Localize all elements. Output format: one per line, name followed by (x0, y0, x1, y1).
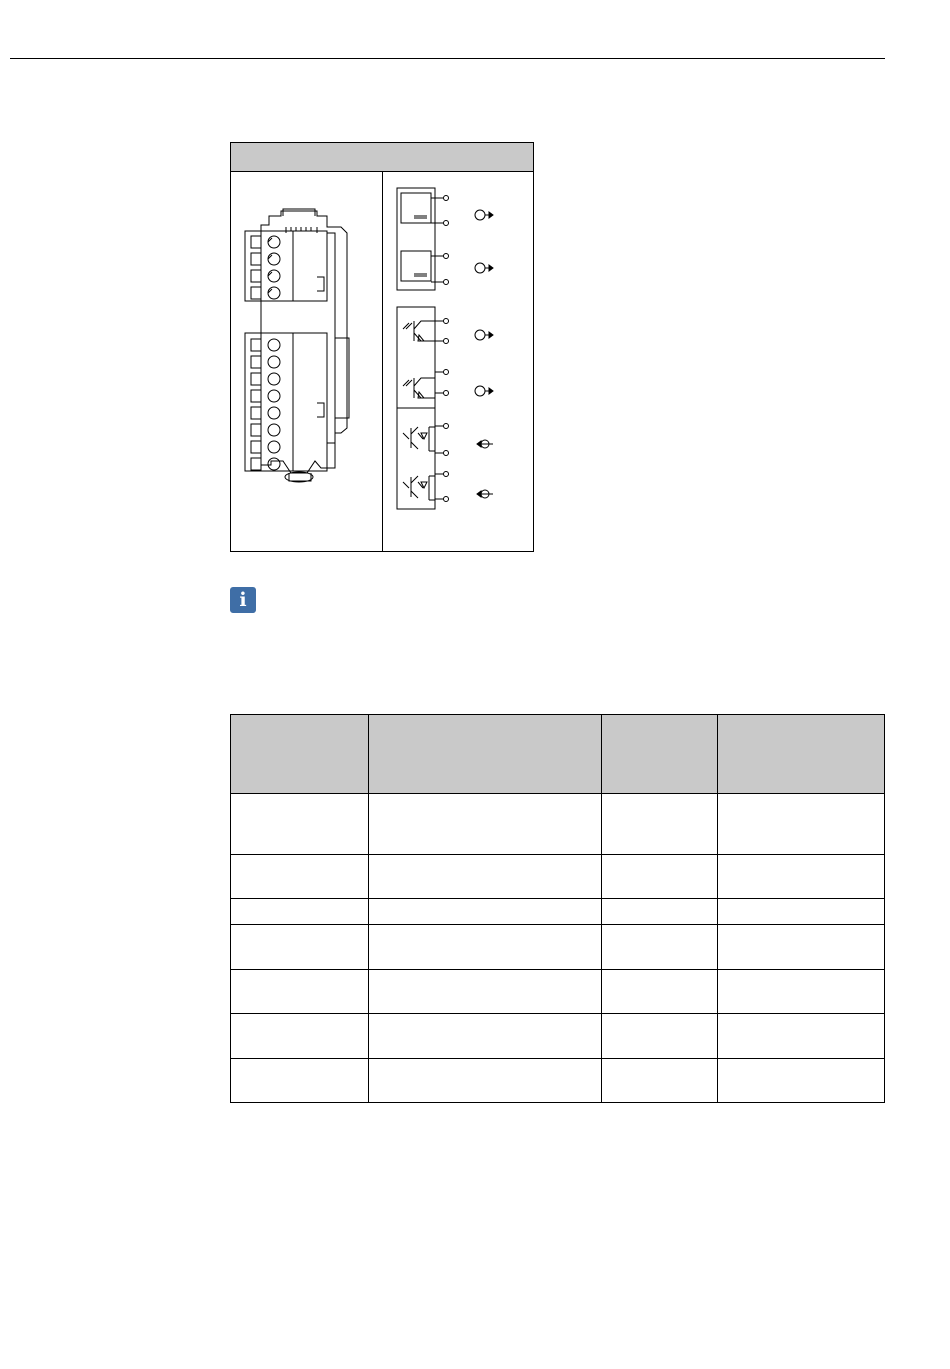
table-cell (717, 925, 884, 970)
info-icon: i (230, 587, 256, 613)
table-row (231, 1059, 885, 1103)
wiring-figure (230, 142, 534, 552)
table-cell (602, 855, 718, 899)
table-header-cell (231, 715, 369, 794)
table-row (231, 794, 885, 855)
specification-table (230, 714, 885, 1103)
table-cell (717, 1014, 884, 1059)
table-cell (231, 925, 369, 970)
table-cell (717, 855, 884, 899)
table-cell (231, 1059, 369, 1103)
table-cell (368, 855, 601, 899)
table-cell (602, 794, 718, 855)
digital-input-icon (403, 427, 435, 500)
table-cell (368, 794, 601, 855)
table-cell (717, 794, 884, 855)
terminal-module-icon (231, 143, 533, 551)
table-row (231, 855, 885, 899)
table-cell (368, 1014, 601, 1059)
table-cell (231, 1014, 369, 1059)
table-cell (368, 970, 601, 1014)
table-cell (602, 970, 718, 1014)
table-row (231, 899, 885, 925)
table-cell (231, 970, 369, 1014)
table-cell (231, 794, 369, 855)
table-cell (602, 1014, 718, 1059)
table-cell (717, 1059, 884, 1103)
table-cell (602, 899, 718, 925)
table-cell (717, 899, 884, 925)
page-header-rule (10, 58, 885, 59)
table-cell (602, 1059, 718, 1103)
table-cell (368, 1059, 601, 1103)
table-row (231, 925, 885, 970)
table-row (231, 970, 885, 1014)
table-cell (717, 970, 884, 1014)
table-header-cell (368, 715, 601, 794)
table-cell (368, 899, 601, 925)
table-header-cell (602, 715, 718, 794)
table-header-row (231, 715, 885, 794)
table-header-cell (717, 715, 884, 794)
table-cell (368, 925, 601, 970)
table-cell (602, 925, 718, 970)
relay-output-icon (403, 321, 435, 398)
table-cell (231, 899, 369, 925)
table-row (231, 1014, 885, 1059)
table-cell (231, 855, 369, 899)
